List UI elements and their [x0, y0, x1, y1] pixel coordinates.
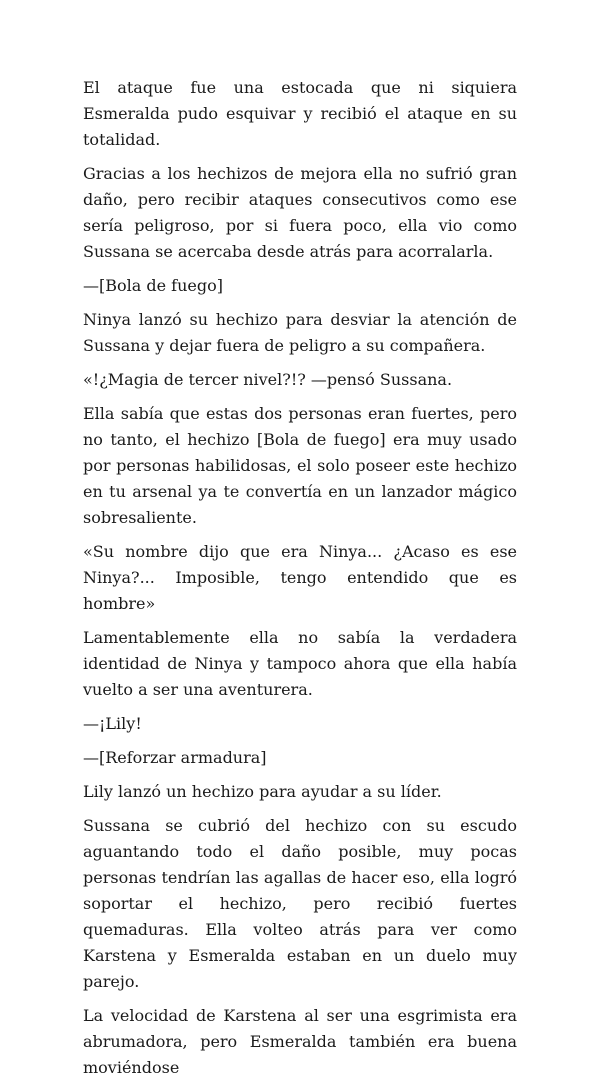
- paragraph-9: —¡Lily!: [83, 714, 142, 733]
- paragraph-13: La velocidad de Karstena al ser una esgrimista era abrumadora, pero Esmeralda también era buena moviéndose: [83, 1006, 517, 1077]
- book-page-text: [83, 75, 517, 1089]
- paragraph-1: El ataque fue una estocada que ni siquiera Esmeralda pudo esquivar y recibió el ataque en su totalidad.: [83, 78, 517, 149]
- paragraph-8: Lamentablemente ella no sabía la verdadera identidad de Ninya y tampoco ahora que ella había vuelto a ser una aventurera.: [83, 628, 517, 699]
- paragraph-11: Lily lanzó un hechizo para ayudar a su líder.: [83, 782, 442, 801]
- paragraph-4: Ninya lanzó su hechizo para desviar la atención de Sussana y dejar fuera de peligro a su compañera.: [83, 310, 517, 355]
- paragraph-3: —[Bola de fuego]: [83, 276, 223, 295]
- paragraph-6: Ella sabía que estas dos personas eran fuertes, pero no tanto, el hechizo [Bola de fuego] era muy usado por personas habilidosas, el solo poseer este hechizo en tu arsenal ya te convertía en un lanzador mágico sobresaliente.: [83, 404, 517, 527]
- paragraph-7: «Su nombre dijo que era Ninya... ¿Acaso es ese Ninya?... Imposible, tengo entendido que es hombre»: [83, 542, 517, 613]
- paragraph-10: —[Reforzar armadura]: [83, 748, 267, 767]
- paragraph-5: «!¿Magia de tercer nivel?!? —pensó Sussana.: [83, 370, 453, 389]
- paragraph-2: Gracias a los hechizos de mejora ella no sufrió gran daño, pero recibir ataques consecutivos como ese sería peligroso, por si fuera poco, ella vio como Sussana se acercaba desde atrás para acorralarla.: [83, 164, 517, 261]
- paragraph-12: Sussana se cubrió del hechizo con su escudo aguantando todo el daño posible, muy pocas personas tendrían las agallas de hacer eso, ella logró soportar el hechizo, pero recibió fuertes quemaduras. Ella volteo atrás para ver como Karstena y Esmeralda estaban en un duelo muy parejo.: [83, 816, 517, 991]
